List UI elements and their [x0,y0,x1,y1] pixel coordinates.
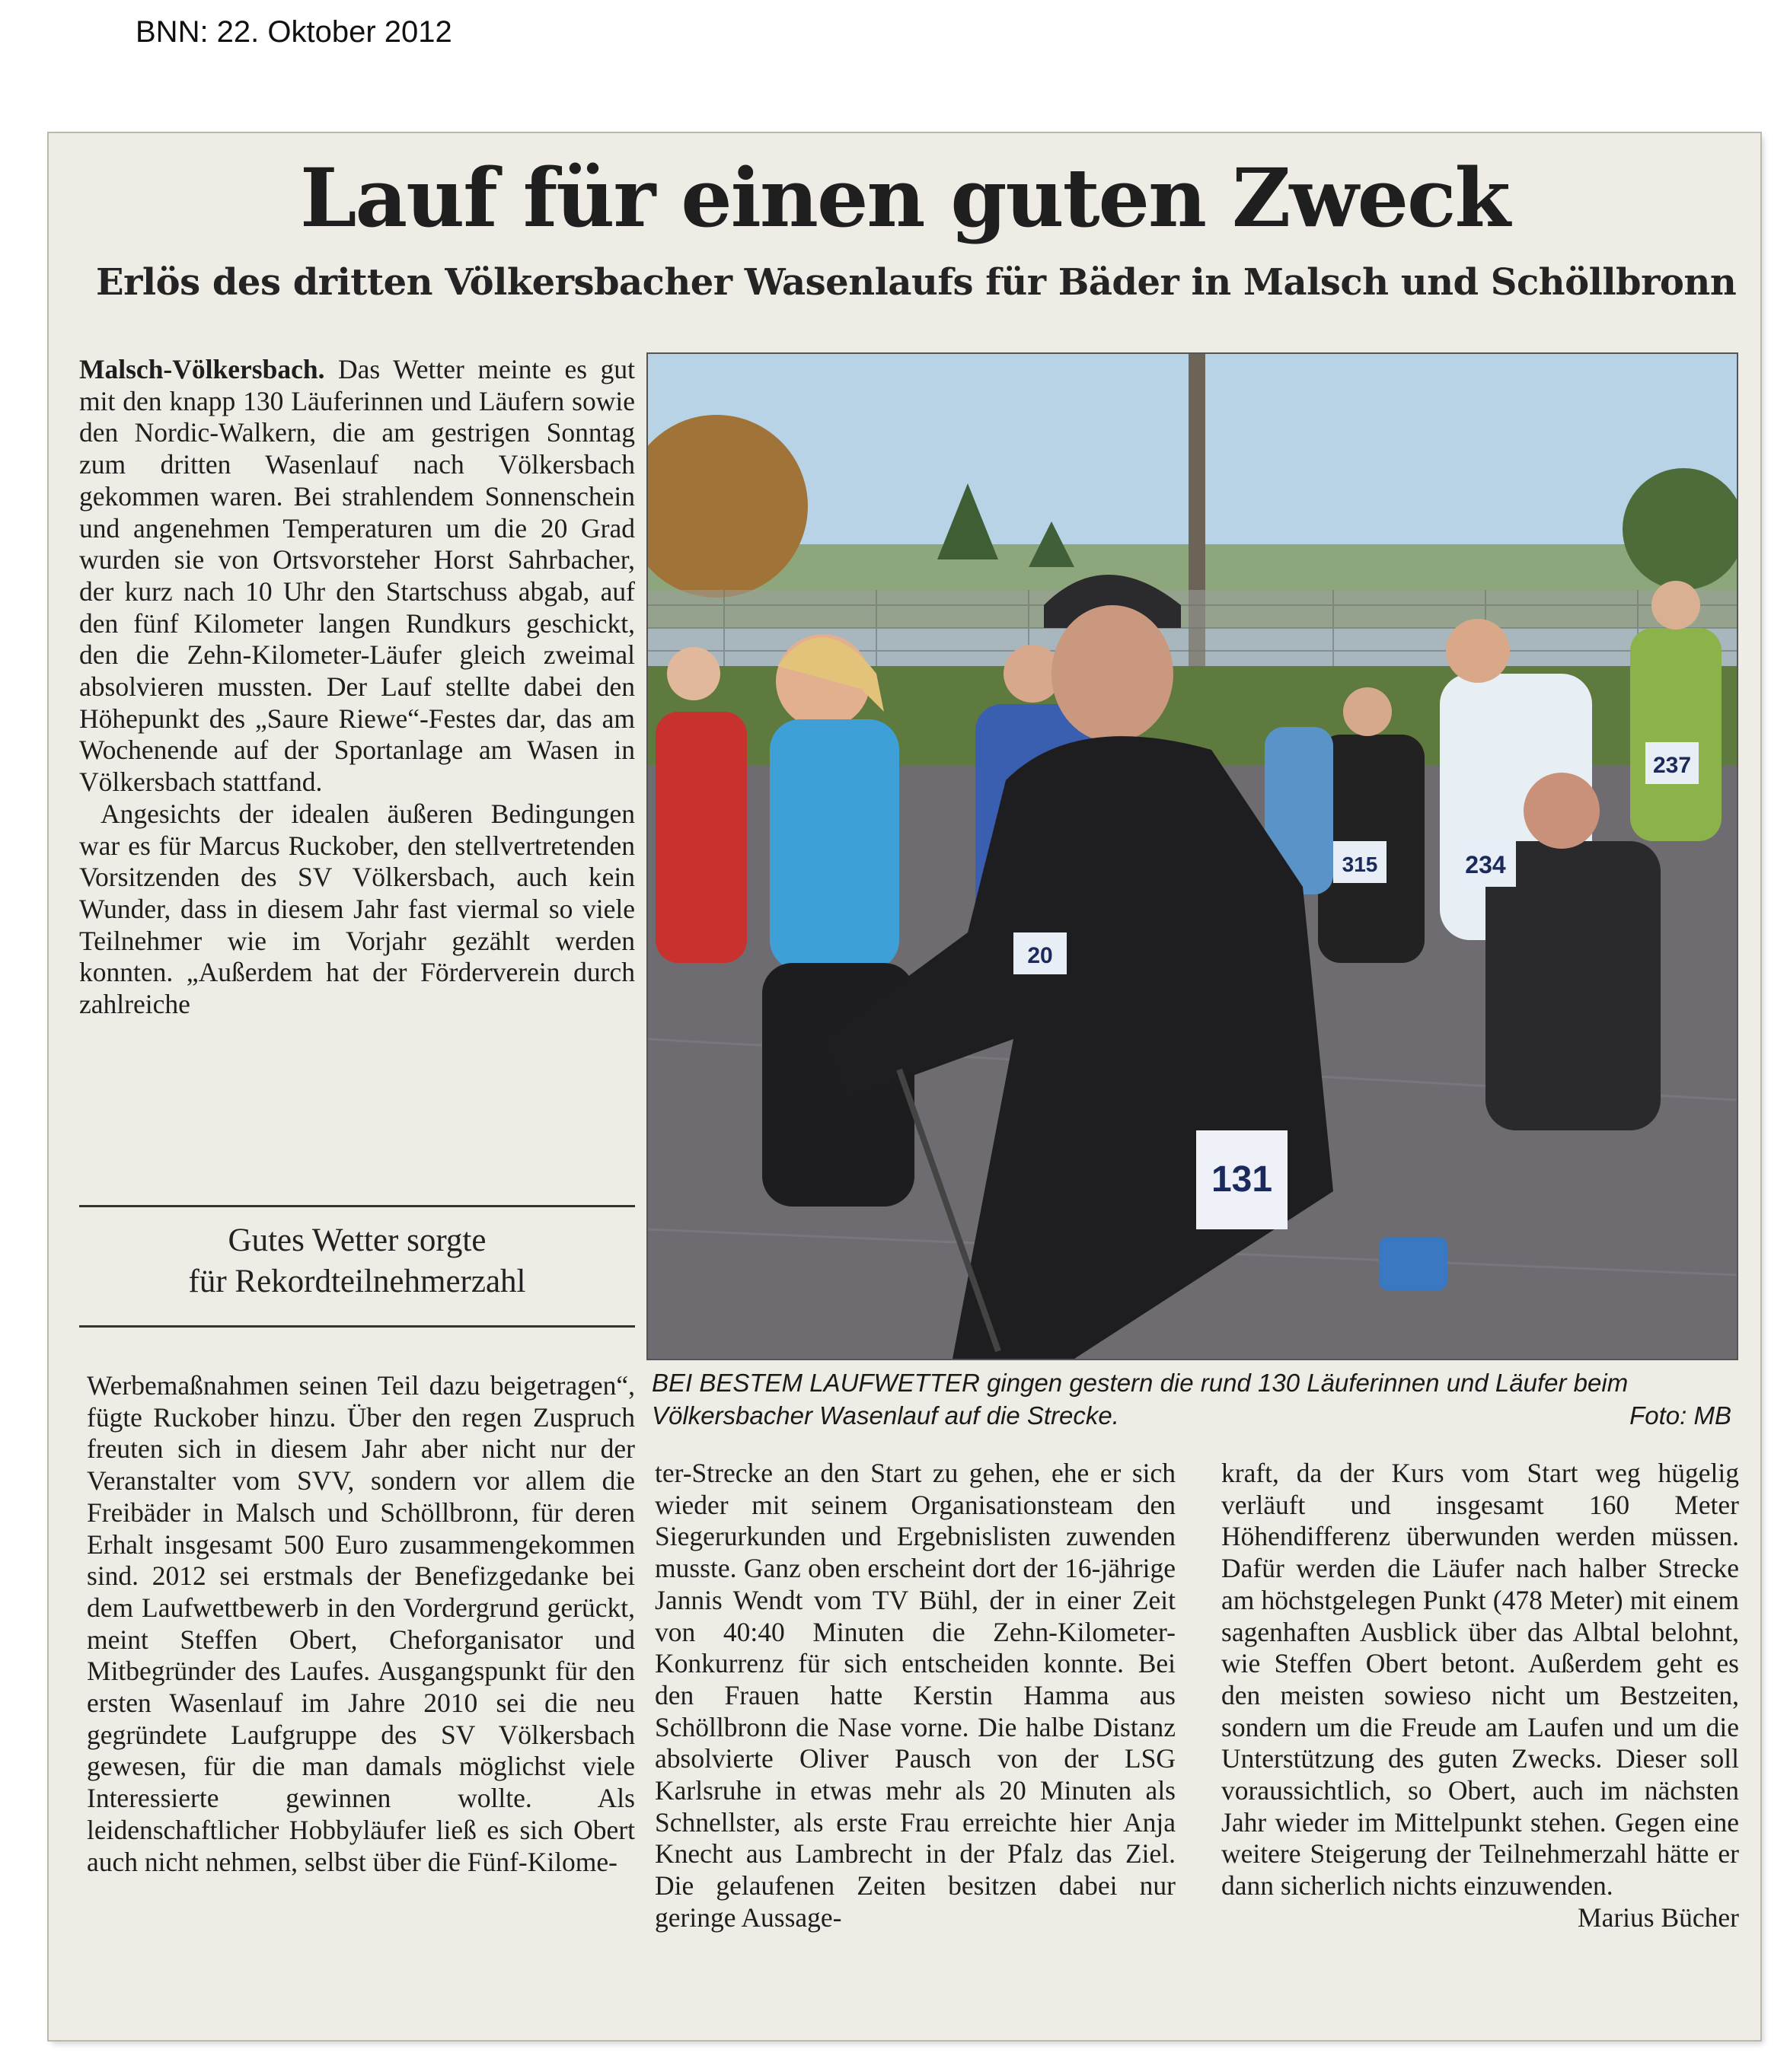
article-column-1-top [79,354,635,1021]
article-paragraph-1-text: Das Wetter meinte es gut mit den knapp 130 Läuferinnen und Läufern sowie den Nordic-Walkern, die am gestrigen Sonntag zum dritten Wasenlauf nach Völkersbach gekommen waren. Bei strahlendem Sonnenschein und angenehmen Temperaturen um die 20 Grad wurden sie von Ortsvorsteher Horst Sahrbacher, der kurz nach 10 Uhr den Startschuss abgab, auf den fünf Kilometer langen Rundkurs geschickt, den die Zehn-Kilometer-Läufer gleich zweimal absolvieren mussten. Der Lauf stellte dabei den Höhepunkt des „Saure Riewe“-Festes dar, das am Wochenende auf der Sportanlage am Wasen in Völkersbach stattfand. [79,354,635,798]
source-date-line: BNN: 22. Oktober 2012 [136,15,452,49]
race-photo-image [648,354,1737,1359]
photo-credit: Foto: MB [1629,1401,1731,1430]
photo-glove [1379,1237,1447,1290]
photo-bib-4: 20 [1027,943,1053,968]
article-column-2: ter-Strecke an den Start zu gehen, ehe er sich wieder mit seinem Organisationsteam den Siegerurkunden und Ergebnislisten zuwenden musste. Ganz oben erscheint dort der 16-jährige Jannis Wendt vom TV Bühl, der in einer Zeit von 40:40 Minuten die Zehn-Kilometer-Konkurrenz für sich entscheiden konnte. Bei den Frauen hatte Kerstin Hamma aus Schöllbronn die Nase vorne. Die halbe Distanz absolvierte Oliver Pausch von der LSG Karlsruhe in etwas mehr als 20 Minuten als Schnellster, als erste Frau erreichte hier Anja Knecht aus Lambrecht in der Pfalz das Ziel. Die gelaufenen Zeiten besitzen dabei nur geringe Aussage- [655,1458,1176,1933]
article-author: Marius Bücher [1578,1901,1739,1933]
article-column-3-text: kraft, da der Kurs vom Start weg hügelig verläuft und insgesamt 160 Meter Höhendifferenz überwunden werden müssen. Dafür werden die Läufer nach halber Strecke am höchstgelegen Punkt (478 Meter) mit einem sagenhaften Ausblick über das Albtal belohnt, wie Steffen Obert betont. Außerdem geht es den meisten sowieso nicht um Bestzeiten, sondern um die Freude am Laufen und um die Unterstützung des guten Zwecks. Dieser soll voraussichtlich, so Obert, auch im nächsten Jahr wieder im Mittelpunkt stehen. Gegen eine weitere Steigerung der Teilnehmerzahl hätte er dann sicherlich nichts einzuwenden. [1221,1458,1739,1901]
article-paragraph-1 [79,354,635,799]
photo-bib-5: 315 [1342,853,1378,876]
photo-bib-1: 237 [1652,753,1692,778]
article-column-3 [1221,1458,1739,1934]
photo-caption [652,1366,1731,1432]
photo-bib-2: 234 [1465,851,1506,878]
crosshead [79,1220,635,1302]
crosshead-line-1: Gutes Wetter sorgte [228,1222,487,1258]
article-headline: Lauf für einen guten Zweck [300,150,1509,245]
crosshead-rule-bottom [79,1325,635,1328]
photo-runner-green-shirt [1630,628,1722,841]
crosshead-line-2: für Rekordteilnehmerzahl [188,1264,526,1299]
photo-bib-3: 131 [1211,1159,1273,1200]
article-column-1-bottom: Werbemaßnahmen seinen Teil dazu beigetragen“, fügte Ruckober hinzu. Über den regen Zuspruch freuten sich in diesem Jahr aber nicht nur der Veranstalter vom SVV, sondern vor allem die Freibäder in Malsch und Schöllbronn, für deren Erhalt insgesamt 500 Euro zusammengekommen sind. 2012 sei erstmals der Benefizgedanke bei dem Laufwettbewerb in den Vordergrund gerückt, meint Steffen Obert, Cheforganisator und Mitbegründer des Laufes. Ausgangspunkt für den ersten Wasenlauf im Jahre 2010 sei die neu gegründete Laufgruppe des SV Völkersbach gewesen, für die man damals möglichst viele Interessierte gewinnen wollte. Als leidenschaftlicher Hobbyläufer ließ es sich Obert auch nicht nehmen, selbst über die Fünf-Kilome- [87,1370,635,1877]
photo-caption-lead: BEI BESTEM LAUFWETTER [652,1369,980,1397]
newspaper-clipping [49,133,1760,2040]
article-paragraph-2: Angesichts der idealen äußeren Bedingungen war es für Marcus Ruckober, den stellvertretenden Vorsitzenden des SV Völkersbach, auch kein Wunder, dass in diesem Jahr fast viermal so viele Teilnehmer wie im Vorjahr gezählt werden konnten. „Außerdem hat der Förderverein durch zahlreiche [79,798,635,1020]
crosshead-rule-top [79,1205,635,1207]
article-subheadline: Erlös des dritten Völkersbacher Wasenlaufs für Bäder in Malsch und Schöllbronn [96,261,1737,304]
photo-runner-red-shirt [656,712,747,963]
race-photo [646,352,1738,1360]
photo-caption-text: gingen gestern die rund 130 Läuferinnen und Läufer beim Völkersbacher Wasenlauf auf die Strecke. [652,1369,1629,1430]
article-dateline: Malsch-Völkersbach. [79,354,325,384]
